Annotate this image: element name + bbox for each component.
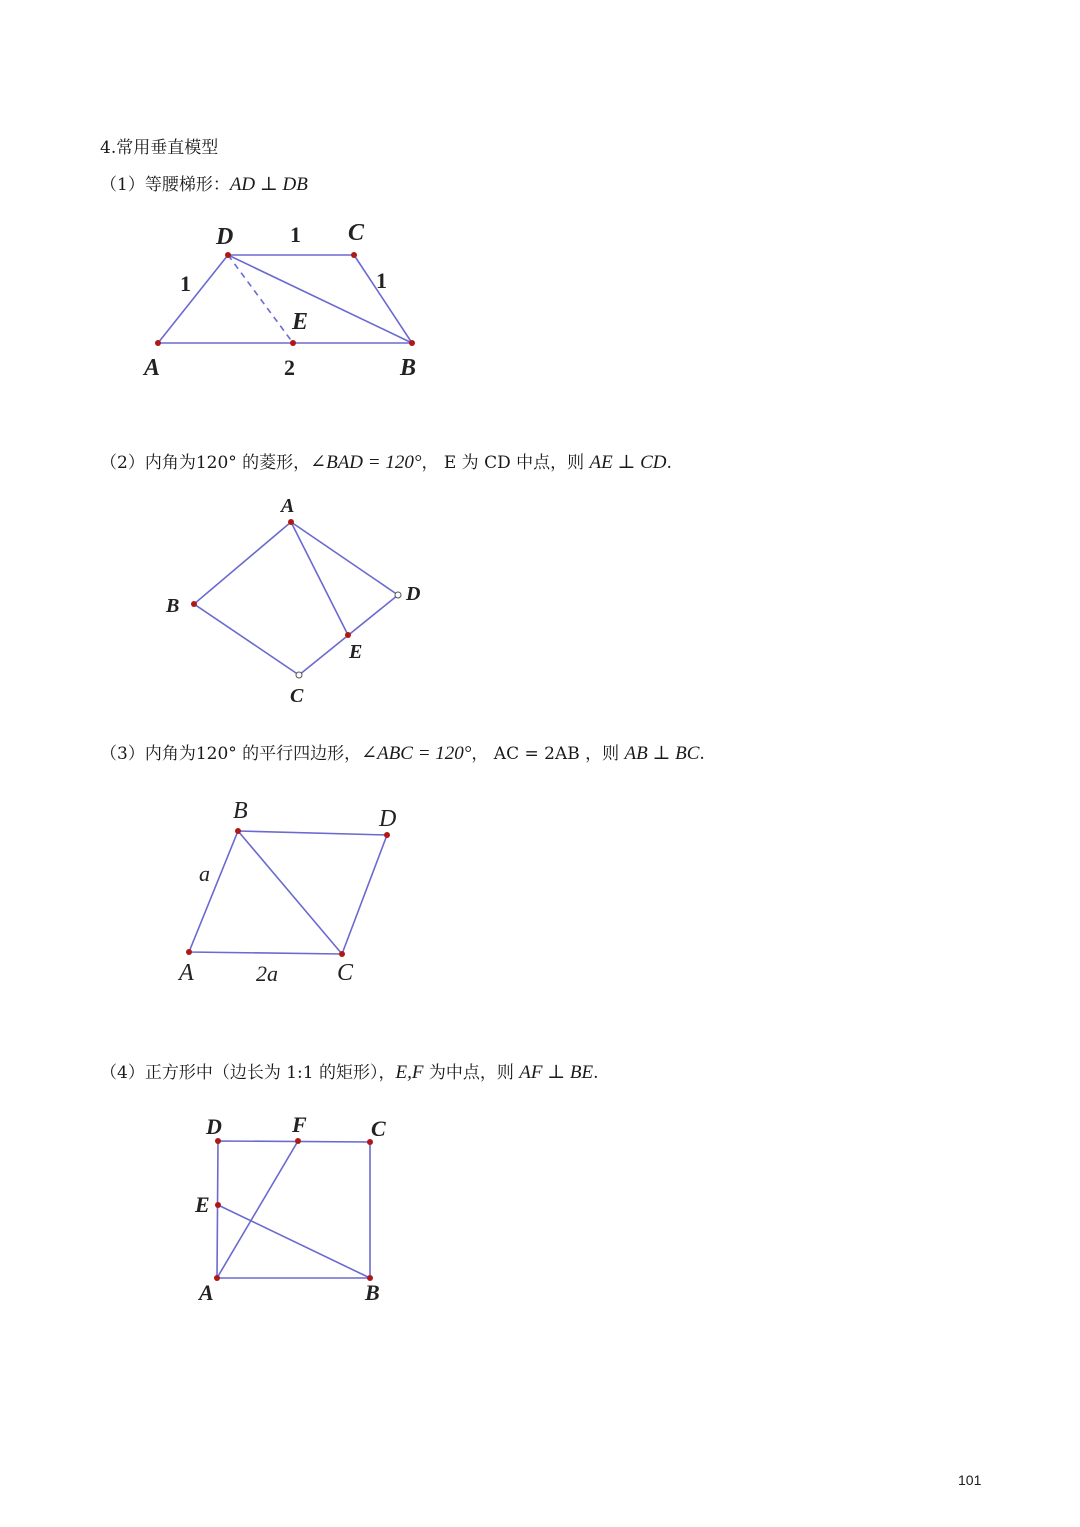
figure-rhombus — [160, 490, 440, 710]
item-2-statement — [100, 448, 672, 474]
square-ABCD — [217, 1141, 370, 1278]
point-E — [290, 340, 296, 346]
label-A: A — [179, 960, 194, 986]
edge-label-CB: 1 — [376, 268, 387, 293]
item-3-math: ∠ABC = 120° — [361, 743, 472, 764]
item-1-math: AD ⊥ DB — [229, 174, 308, 195]
segment-AD — [158, 255, 228, 343]
label-A: A — [144, 355, 161, 381]
point-D — [384, 832, 390, 838]
segment-AE — [291, 522, 348, 635]
label-D: D — [216, 224, 234, 250]
parallelogram-BDCA — [189, 831, 387, 954]
point-E — [215, 1202, 221, 1208]
item-2-math2: AE ⊥ CD — [589, 452, 667, 473]
label-B: B — [400, 355, 417, 381]
segment-BC — [238, 831, 342, 954]
edge-label-AB: 2 — [284, 355, 295, 380]
label-E: E — [292, 309, 309, 335]
item-1-statement — [100, 170, 308, 196]
item-4-suffix: . — [593, 1063, 599, 1083]
segment-BE — [218, 1205, 370, 1278]
label-B: B — [233, 798, 248, 824]
item-3-suffix: . — [699, 744, 705, 764]
label-E: E — [195, 1192, 210, 1217]
item-4-math: E,F — [395, 1062, 424, 1083]
figure-isosceles-trapezoid — [130, 215, 450, 390]
label-A: A — [199, 1280, 214, 1305]
label-C: C — [337, 960, 354, 986]
label-D: D — [379, 806, 397, 832]
item-4-statement — [100, 1058, 598, 1084]
label-C: C — [290, 685, 304, 707]
point-F — [295, 1138, 301, 1144]
rhombus-ABCD — [194, 522, 398, 675]
point-C — [296, 672, 302, 678]
label-A: A — [281, 495, 295, 517]
point-A — [214, 1275, 220, 1281]
label-C: C — [348, 220, 365, 246]
point-A — [155, 340, 161, 346]
label-B: B — [166, 595, 180, 617]
edge-label-AC: 2a — [256, 961, 278, 986]
item-4-math2: AF ⊥ BE — [519, 1062, 594, 1083]
label-D: D — [406, 583, 421, 605]
point-C — [339, 951, 345, 957]
item-4-mid: 为中点，则 — [423, 1063, 520, 1083]
point-B — [235, 828, 241, 834]
label-B: B — [365, 1280, 380, 1305]
edge-label-AD: 1 — [180, 271, 191, 296]
item-3-statement — [100, 739, 705, 765]
item-3-prefix: （3）内角为120° 的平行四边形， — [100, 744, 362, 764]
item-4-prefix: （4）正方形中（边长为 1:1 的矩形）， — [100, 1063, 396, 1083]
point-A — [186, 949, 192, 955]
point-D — [395, 592, 401, 598]
label-F: F — [292, 1112, 307, 1137]
edge-label-AB: a — [199, 861, 210, 886]
point-B — [191, 601, 197, 607]
label-C: C — [371, 1116, 386, 1141]
item-2-prefix: （2）内角为120° 的菱形， — [100, 453, 311, 473]
item-3-math2: AB ⊥ BC — [624, 743, 700, 764]
item-2-mid: ， E 为 CD 中点，则 — [421, 453, 590, 473]
point-D — [225, 252, 231, 258]
point-E — [345, 632, 351, 638]
point-C — [351, 252, 357, 258]
page-number: 101 — [958, 1472, 982, 1488]
point-B — [409, 340, 415, 346]
section-title: 4.常用垂直模型 — [100, 138, 219, 158]
item-2-suffix: . — [666, 453, 672, 473]
item-2-math: ∠BAD = 120° — [310, 452, 422, 473]
edge-label-DC: 1 — [290, 222, 301, 247]
item-1-prefix: （1）等腰梯形： — [100, 175, 230, 195]
figure-square — [185, 1105, 415, 1315]
label-D: D — [206, 1114, 222, 1139]
figure-parallelogram — [170, 790, 410, 1000]
label-E: E — [349, 641, 363, 663]
item-3-mid: ， AC = 2AB ，则 — [471, 744, 625, 764]
point-A — [288, 519, 294, 525]
segment-DE-dashed — [228, 255, 293, 343]
